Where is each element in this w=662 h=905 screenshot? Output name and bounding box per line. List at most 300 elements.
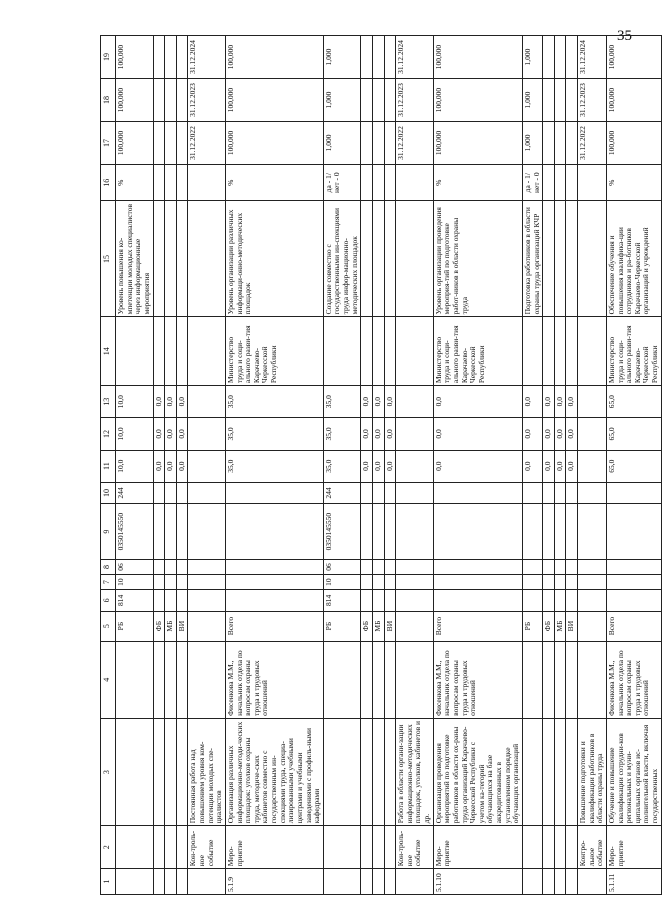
table-cell-col-3 <box>372 718 384 825</box>
table-row <box>225 36 323 895</box>
table-cell-col-6 <box>433 590 522 611</box>
table-cell-col-10 <box>578 482 607 503</box>
table-cell-col-7 <box>372 575 384 590</box>
table-cell-col-9 <box>566 504 578 560</box>
column-number-cell: 18 <box>101 79 116 122</box>
table-cell-col-17 <box>372 122 384 165</box>
table-cell-col-19 <box>566 36 578 79</box>
column-number-cell: 1 <box>101 869 116 895</box>
table-cell-col-14 <box>543 317 555 386</box>
table-cell-col-12: 0,0 <box>361 418 373 450</box>
table-cell-col-18: 31.12.2023 <box>396 79 434 122</box>
table-cell-col-16 <box>188 164 226 201</box>
table-cell-col-10 <box>433 482 522 503</box>
table-cell-col-5: ВИ <box>566 611 578 641</box>
table-cell-col-2 <box>566 826 578 869</box>
table-cell-col-12 <box>578 418 607 450</box>
table-row <box>578 36 607 895</box>
table-cell-col-2: Меро-приятие <box>606 826 661 869</box>
table-cell-col-8 <box>361 560 373 575</box>
table-cell-col-8: 06 <box>323 560 361 575</box>
table-cell-col-19: 31.12.2024 <box>188 36 226 79</box>
table-cell-col-4 <box>384 641 396 718</box>
table-cell-col-14 <box>323 317 361 386</box>
table-cell-col-1 <box>361 869 373 895</box>
table-cell-col-14 <box>153 317 165 386</box>
table-cell-col-10 <box>188 482 226 503</box>
table-cell-col-1 <box>566 869 578 895</box>
table-row <box>176 36 188 895</box>
table-cell-col-18: 1,000 <box>522 79 542 122</box>
column-number-cell: 9 <box>101 504 116 560</box>
table-cell-col-16 <box>543 164 555 201</box>
table-cell-col-5: МБ <box>372 611 384 641</box>
table-cell-col-15 <box>554 201 566 317</box>
table-cell-col-8 <box>176 560 188 575</box>
table-cell-col-18 <box>554 79 566 122</box>
column-number-cell: 12 <box>101 418 116 450</box>
table-cell-col-6 <box>554 590 566 611</box>
table-cell-col-12: 0,0 <box>384 418 396 450</box>
table-cell-col-3 <box>176 718 188 825</box>
table-cell-col-1 <box>543 869 555 895</box>
table-cell-col-13: 10,0 <box>116 386 154 418</box>
table-cell-col-19 <box>165 36 177 79</box>
table-cell-col-17: 100,000 <box>606 122 661 165</box>
column-number-cell: 7 <box>101 575 116 590</box>
table-cell-col-9 <box>606 504 661 560</box>
table-cell-col-3: Постоянная работа над повышением уровня ком-петенции молодых спе-циалистов <box>188 718 226 825</box>
table-cell-col-1 <box>188 869 226 895</box>
table-cell-col-13: 35,0 <box>225 386 323 418</box>
table-cell-col-2 <box>554 826 566 869</box>
table-cell-col-13: 0,0 <box>165 386 177 418</box>
table-row <box>566 36 578 895</box>
table-cell-col-19 <box>543 36 555 79</box>
table-cell-col-19 <box>372 36 384 79</box>
column-number-cell: 2 <box>101 826 116 869</box>
table-cell-col-16 <box>165 164 177 201</box>
table-cell-col-18: 100,000 <box>116 79 154 122</box>
rotated-table-container <box>100 35 659 895</box>
table-cell-col-9 <box>176 504 188 560</box>
table-cell-col-12: 0,0 <box>165 418 177 450</box>
table-cell-col-10 <box>396 482 434 503</box>
table-cell-col-16: % <box>116 164 154 201</box>
table-cell-col-15: Уровень организации различных информаци-онно-методических площадок <box>225 201 323 317</box>
column-number-cell: 8 <box>101 560 116 575</box>
table-cell-col-2 <box>165 826 177 869</box>
table-row <box>372 36 384 895</box>
table-cell-col-4 <box>165 641 177 718</box>
table-cell-col-5: Всего <box>225 611 323 641</box>
table-cell-col-7 <box>433 575 522 590</box>
table-cell-col-18: 100,000 <box>433 79 522 122</box>
table-cell-col-6 <box>543 590 555 611</box>
table-cell-col-19 <box>361 36 373 79</box>
table-cell-col-17 <box>384 122 396 165</box>
table-cell-col-4: Фисенкова М.М., начальник отдела по вопросам охраны труда и трудовых отношений <box>433 641 522 718</box>
table-cell-col-16 <box>384 164 396 201</box>
table-cell-col-11: 0,0 <box>522 450 542 482</box>
table-cell-col-8 <box>543 560 555 575</box>
table-cell-col-4 <box>176 641 188 718</box>
table-row <box>433 36 522 895</box>
table-cell-col-18 <box>361 79 373 122</box>
column-number-cell: 4 <box>101 641 116 718</box>
table-cell-col-9 <box>225 504 323 560</box>
table-cell-col-2 <box>384 826 396 869</box>
table-cell-col-10 <box>566 482 578 503</box>
table-cell-col-12: 0,0 <box>433 418 522 450</box>
table-row <box>606 36 661 895</box>
table-cell-col-18 <box>153 79 165 122</box>
table-cell-col-3: Повышение подготовки и квалификации работников в области охраны труда <box>578 718 607 825</box>
table-cell-col-5: МБ <box>165 611 177 641</box>
table-cell-col-17: 1,000 <box>522 122 542 165</box>
table-cell-col-14 <box>384 317 396 386</box>
table-cell-col-8 <box>554 560 566 575</box>
table-cell-col-6 <box>372 590 384 611</box>
table-cell-col-4 <box>396 641 434 718</box>
table-cell-col-3: Обучение и повышение квалификации сотрудни-ков региональных и муни-ципальных органов ис-полнительной власти, включая государственных <box>606 718 661 825</box>
table-cell-col-8 <box>153 560 165 575</box>
table-cell-col-16 <box>396 164 434 201</box>
table-cell-col-9 <box>384 504 396 560</box>
table-cell-col-10 <box>225 482 323 503</box>
table-cell-col-15: Подготовка работников в области охраны труда организаций КЧР <box>522 201 542 317</box>
table-cell-col-6: 814 <box>116 590 154 611</box>
table-cell-col-8 <box>165 560 177 575</box>
table-cell-col-4 <box>323 641 361 718</box>
table-cell-col-14 <box>566 317 578 386</box>
table-cell-col-13: 0,0 <box>566 386 578 418</box>
table-cell-col-14 <box>554 317 566 386</box>
table-cell-col-15 <box>384 201 396 317</box>
column-number-cell: 3 <box>101 718 116 825</box>
table-cell-col-1: 5.1.10 <box>433 869 522 895</box>
table-cell-col-11: 0,0 <box>165 450 177 482</box>
table-cell-col-14 <box>396 317 434 386</box>
table-cell-col-11: 0,0 <box>566 450 578 482</box>
table-cell-col-11: 0,0 <box>153 450 165 482</box>
table-cell-col-18: 100,000 <box>225 79 323 122</box>
table-cell-col-7 <box>606 575 661 590</box>
table-cell-col-8 <box>566 560 578 575</box>
table-cell-col-10 <box>153 482 165 503</box>
table-cell-col-13: 0,0 <box>554 386 566 418</box>
table-cell-col-19 <box>153 36 165 79</box>
table-cell-col-10 <box>606 482 661 503</box>
table-cell-col-9 <box>165 504 177 560</box>
table-cell-col-16: да - 1/ нет - 0 <box>323 164 361 201</box>
table-cell-col-17 <box>153 122 165 165</box>
table-cell-col-13: 0,0 <box>176 386 188 418</box>
table-cell-col-9 <box>153 504 165 560</box>
table-cell-col-19: 100,000 <box>433 36 522 79</box>
table-cell-col-17: 100,000 <box>116 122 154 165</box>
table-cell-col-17: 31.12.2022 <box>578 122 607 165</box>
table-cell-col-9 <box>396 504 434 560</box>
table-cell-col-5: Всего <box>433 611 522 641</box>
table-cell-col-7 <box>396 575 434 590</box>
table-cell-col-4 <box>578 641 607 718</box>
table-cell-col-13: 0,0 <box>361 386 373 418</box>
table-cell-col-14 <box>188 317 226 386</box>
table-cell-col-18 <box>566 79 578 122</box>
table-cell-col-19: 100,000 <box>606 36 661 79</box>
table-cell-col-12: 0,0 <box>543 418 555 450</box>
table-cell-col-3 <box>323 718 361 825</box>
table-cell-col-19 <box>176 36 188 79</box>
table-cell-col-8 <box>578 560 607 575</box>
table-cell-col-16: да - 1/ нет - 0 <box>522 164 542 201</box>
table-cell-col-8 <box>188 560 226 575</box>
table-cell-col-17: 1,000 <box>323 122 361 165</box>
table-cell-col-5: ФБ <box>153 611 165 641</box>
table-cell-col-16: % <box>225 164 323 201</box>
table-cell-col-12: 0,0 <box>176 418 188 450</box>
table-cell-col-5: Всего <box>606 611 661 641</box>
table-cell-col-7: 10 <box>323 575 361 590</box>
table-cell-col-2: Меро-приятие <box>433 826 522 869</box>
table-cell-col-6 <box>153 590 165 611</box>
table-cell-col-14: Министерство труда и соци-ального разви-тия Карачаево-Черкесской Республики <box>225 317 323 386</box>
table-cell-col-10 <box>554 482 566 503</box>
table-cell-col-3 <box>554 718 566 825</box>
table-cell-col-6 <box>165 590 177 611</box>
table-cell-col-1 <box>554 869 566 895</box>
table-cell-col-17 <box>566 122 578 165</box>
table-cell-col-5 <box>578 611 607 641</box>
table-cell-col-4 <box>543 641 555 718</box>
table-cell-col-9 <box>361 504 373 560</box>
table-cell-col-8 <box>225 560 323 575</box>
table-cell-col-11: 35,0 <box>225 450 323 482</box>
table-cell-col-1: 5.1.11 <box>606 869 661 895</box>
column-number-cell: 16 <box>101 164 116 201</box>
table-cell-col-4 <box>554 641 566 718</box>
table-cell-col-12 <box>188 418 226 450</box>
table-cell-col-11: 35,0 <box>323 450 361 482</box>
table-cell-col-12: 10,0 <box>116 418 154 450</box>
table-cell-col-17 <box>543 122 555 165</box>
table-cell-col-14 <box>116 317 154 386</box>
table-cell-col-9 <box>578 504 607 560</box>
table-cell-col-5: ФБ <box>361 611 373 641</box>
table-cell-col-8 <box>384 560 396 575</box>
table-cell-col-18 <box>384 79 396 122</box>
table-cell-col-18 <box>543 79 555 122</box>
table-cell-col-13 <box>188 386 226 418</box>
table-cell-col-13: 0,0 <box>433 386 522 418</box>
table-cell-col-13: 0,0 <box>543 386 555 418</box>
table-cell-col-12: 0,0 <box>554 418 566 450</box>
table-cell-col-7 <box>361 575 373 590</box>
table-cell-col-4 <box>188 641 226 718</box>
table-row <box>323 36 361 895</box>
table-cell-col-19: 31.12.2024 <box>578 36 607 79</box>
table-cell-col-11: 10,0 <box>116 450 154 482</box>
table-cell-col-8 <box>606 560 661 575</box>
table-cell-col-9 <box>372 504 384 560</box>
table-cell-col-15 <box>176 201 188 317</box>
table-cell-col-8 <box>372 560 384 575</box>
table-cell-col-15 <box>188 201 226 317</box>
table-cell-col-3 <box>384 718 396 825</box>
table-cell-col-3: Организация проведения мероприятий по подготовке работников в области ох-раны труда организаций Карачаево-Черкесской Республики с учетом ка-тегорий обучающихся на базе аккредитованных в установленном порядке обучающих организаций <box>433 718 522 825</box>
table-cell-col-5: РБ <box>116 611 154 641</box>
table-cell-col-12: 0,0 <box>522 418 542 450</box>
table-row <box>153 36 165 895</box>
table-cell-col-10: 244 <box>116 482 154 503</box>
table-cell-col-15 <box>361 201 373 317</box>
table-cell-col-8 <box>396 560 434 575</box>
column-number-cell: 6 <box>101 590 116 611</box>
table-cell-col-10 <box>543 482 555 503</box>
table-cell-col-17 <box>554 122 566 165</box>
table-row <box>165 36 177 895</box>
table-cell-col-16: % <box>606 164 661 201</box>
table-cell-col-2 <box>372 826 384 869</box>
table-cell-col-4 <box>372 641 384 718</box>
table-cell-col-19: 31.12.2024 <box>396 36 434 79</box>
table-cell-col-10 <box>384 482 396 503</box>
table-cell-col-2 <box>323 826 361 869</box>
table-cell-col-3 <box>543 718 555 825</box>
table-cell-col-13: 0,0 <box>522 386 542 418</box>
table-cell-col-14 <box>578 317 607 386</box>
table-cell-col-7 <box>566 575 578 590</box>
table-cell-col-3 <box>116 718 154 825</box>
table-cell-col-14: Министерство труда и соци-ального разви-тия Карачаево-Черкесской Республики <box>606 317 661 386</box>
table-cell-col-5: МБ <box>554 611 566 641</box>
table-cell-col-10 <box>165 482 177 503</box>
table-cell-col-1 <box>165 869 177 895</box>
table-cell-col-1 <box>522 869 542 895</box>
table-cell-col-19: 100,000 <box>116 36 154 79</box>
table-cell-col-3: Работа в области органи-зации информационно-методических площадок, уголков, кабинетов и др. <box>396 718 434 825</box>
table-cell-col-6 <box>225 590 323 611</box>
table-cell-col-14: Министерство труда и соци-ального разви-тия Карачаево-Черкесской Республики <box>433 317 522 386</box>
table-row <box>554 36 566 895</box>
table-cell-col-1 <box>372 869 384 895</box>
table-cell-col-2 <box>543 826 555 869</box>
table-cell-col-12: 35,0 <box>323 418 361 450</box>
table-cell-col-15 <box>153 201 165 317</box>
table-cell-col-4 <box>522 641 542 718</box>
table-row <box>522 36 542 895</box>
table-cell-col-6 <box>384 590 396 611</box>
table-cell-col-2 <box>176 826 188 869</box>
table-cell-col-16 <box>554 164 566 201</box>
table-cell-col-8 <box>522 560 542 575</box>
table-cell-col-8: 06 <box>116 560 154 575</box>
table-cell-col-9 <box>433 504 522 560</box>
table-row <box>543 36 555 895</box>
table-cell-col-7 <box>543 575 555 590</box>
table-cell-col-9 <box>522 504 542 560</box>
table-cell-col-3: Организация различных информационно-методи-ческих площадок: уголков охраны труда, методиче-ских кабинетов совместно с государственным ин-спекциями труда, специа-лизированными учебными центрами и учебными заведениями с профиль-ными кафедрами <box>225 718 323 825</box>
table-cell-col-6 <box>188 590 226 611</box>
table-cell-col-17: 100,000 <box>433 122 522 165</box>
table-cell-col-11: 0,0 <box>433 450 522 482</box>
table-cell-col-18: 31.12.2023 <box>578 79 607 122</box>
table-cell-col-16 <box>176 164 188 201</box>
table-cell-col-11: 0,0 <box>361 450 373 482</box>
table-cell-col-2: Меро-приятие <box>225 826 323 869</box>
table-cell-col-5: РБ <box>522 611 542 641</box>
program-table <box>100 35 662 895</box>
table-cell-col-12 <box>396 418 434 450</box>
table-cell-col-19: 1,000 <box>323 36 361 79</box>
table-cell-col-12: 35,0 <box>225 418 323 450</box>
table-cell-col-13: 0,0 <box>372 386 384 418</box>
column-number-cell: 19 <box>101 36 116 79</box>
table-cell-col-2: Контро-льное событие <box>578 826 607 869</box>
table-cell-col-1: 5.1.9 <box>225 869 323 895</box>
table-cell-col-17 <box>361 122 373 165</box>
table-cell-col-1 <box>578 869 607 895</box>
table-cell-col-7 <box>153 575 165 590</box>
table-cell-col-3 <box>566 718 578 825</box>
table-cell-col-7 <box>554 575 566 590</box>
table-cell-col-9: 0350145550 <box>116 504 154 560</box>
table-cell-col-6 <box>361 590 373 611</box>
page-number: 35 <box>617 28 632 44</box>
table-cell-col-17 <box>176 122 188 165</box>
column-number-cell: 13 <box>101 386 116 418</box>
table-cell-col-1 <box>323 869 361 895</box>
table-cell-col-4: Фисенкова М.М., начальник отдела по вопросам охраны труда и трудовых отношений <box>225 641 323 718</box>
column-number-cell: 15 <box>101 201 116 317</box>
table-cell-col-5: РБ <box>323 611 361 641</box>
table-cell-col-10: 244 <box>323 482 361 503</box>
table-cell-col-7 <box>188 575 226 590</box>
table-cell-col-10 <box>361 482 373 503</box>
table-row <box>116 36 154 895</box>
column-number-cell: 17 <box>101 122 116 165</box>
table-cell-col-13: 0,0 <box>153 386 165 418</box>
table-cell-col-8 <box>433 560 522 575</box>
table-row <box>396 36 434 895</box>
table-cell-col-7 <box>225 575 323 590</box>
table-cell-col-5 <box>188 611 226 641</box>
table-cell-col-9 <box>554 504 566 560</box>
table-cell-col-17: 31.12.2022 <box>188 122 226 165</box>
column-number-row <box>101 36 116 895</box>
table-cell-col-4 <box>361 641 373 718</box>
table-cell-col-4 <box>153 641 165 718</box>
table-cell-col-4: Фисенкова М.М., начальник отдела по вопросам охраны труда и трудовых отношений <box>606 641 661 718</box>
table-cell-col-1 <box>153 869 165 895</box>
table-body <box>101 36 662 895</box>
table-cell-col-16 <box>153 164 165 201</box>
table-cell-col-15 <box>566 201 578 317</box>
table-cell-col-7 <box>165 575 177 590</box>
table-cell-col-10 <box>522 482 542 503</box>
table-cell-col-2: Кон-троль-ное событие <box>188 826 226 869</box>
table-cell-col-15: Уровень повышения ко-мпетенции молодых специалистов через информационные мероприятия <box>116 201 154 317</box>
table-cell-col-18 <box>176 79 188 122</box>
column-number-cell: 10 <box>101 482 116 503</box>
table-cell-col-16 <box>372 164 384 201</box>
table-cell-col-12: 0,0 <box>153 418 165 450</box>
column-number-cell: 5 <box>101 611 116 641</box>
table-cell-col-15 <box>396 201 434 317</box>
table-cell-col-14 <box>361 317 373 386</box>
table-cell-col-2 <box>116 826 154 869</box>
